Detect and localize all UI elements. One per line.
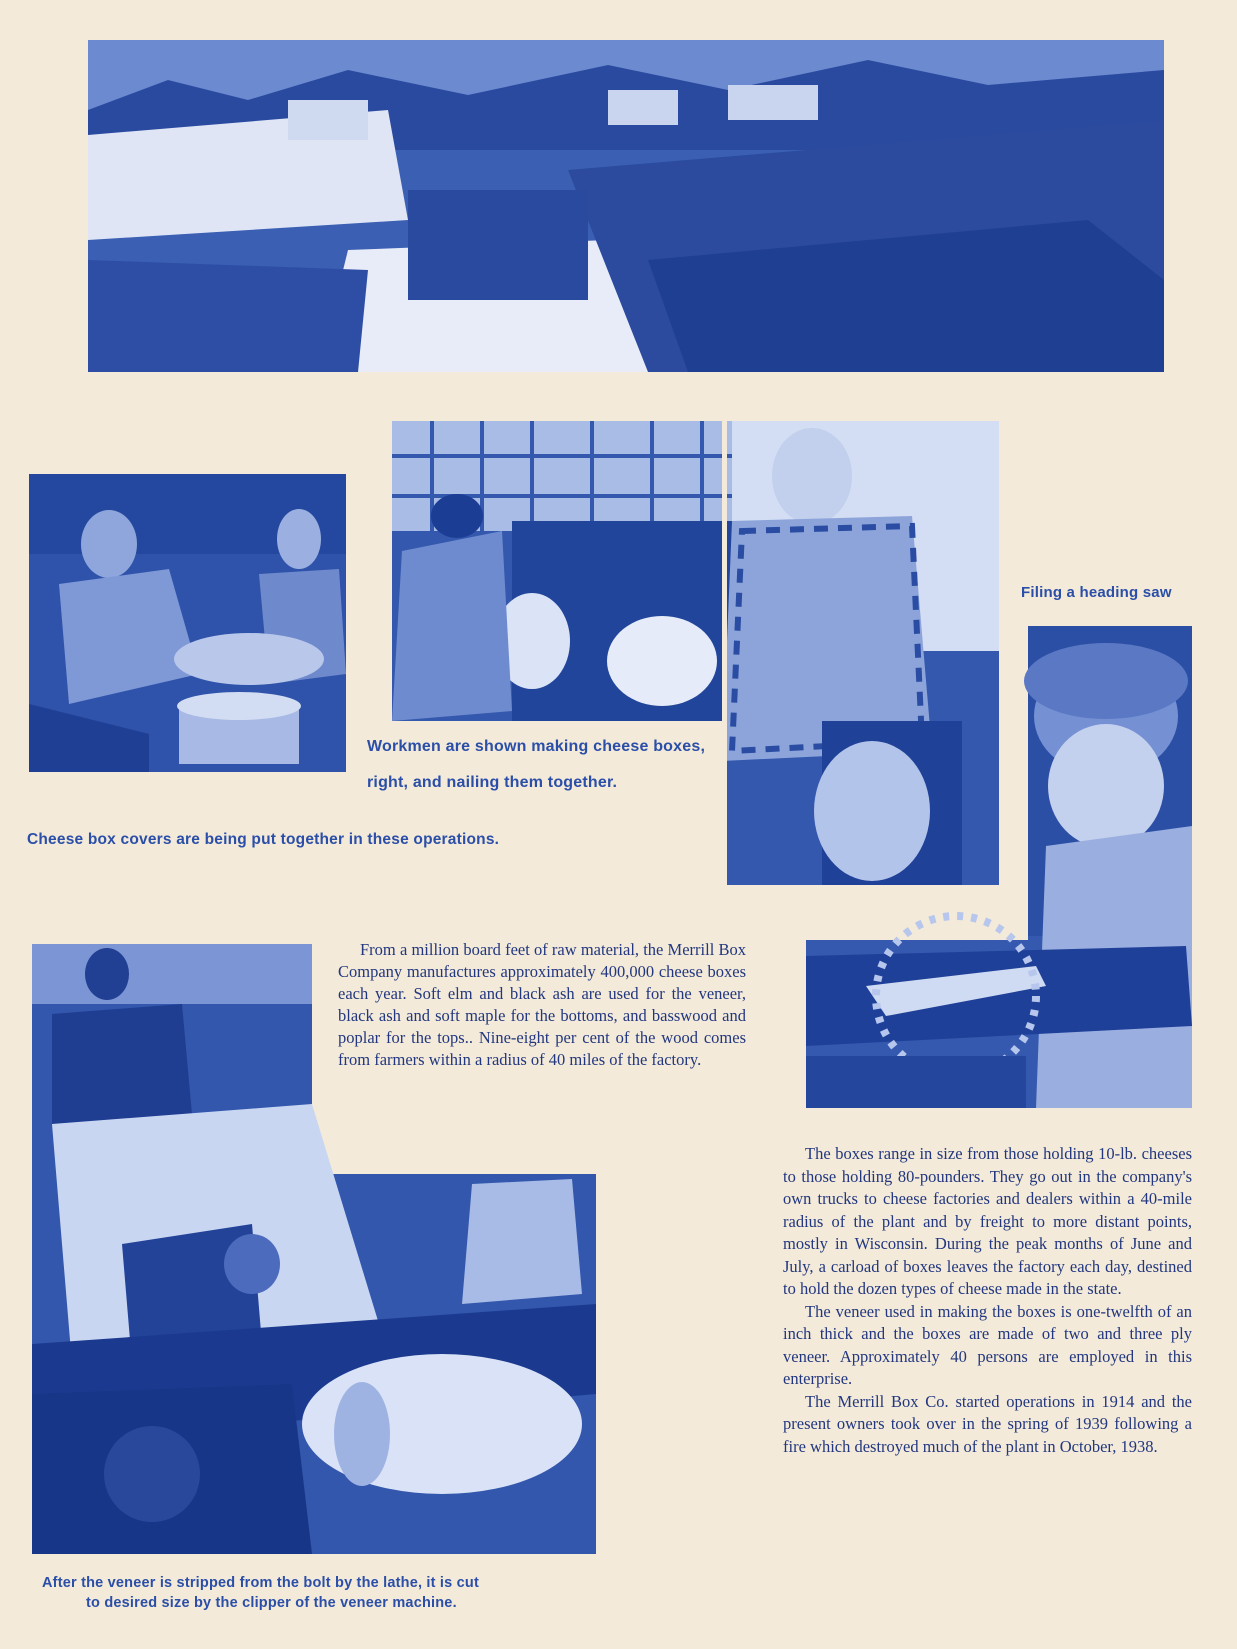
- article-column-right: [783, 1143, 1192, 1458]
- caption-cheese-box-covers: Cheese box covers are being put together in these operations.: [27, 831, 500, 848]
- article-paragraph-3: The veneer used in making the boxes is one-twelfth of an inch thick and the boxes are made of two and three ply veneer. Approximately 40 persons are employed in this enterprise.: [783, 1301, 1192, 1388]
- filing-saw-photo: [806, 626, 1192, 1108]
- lumber-yard-photo: [88, 40, 1164, 372]
- article-paragraph-2: The boxes range in size from those holding 10-lb. cheeses to those holding 80-pounders. They go out in the company's own trucks to cheese factories and dealers within a 40-mile radius of the plant and by freight to more distant points, mostly in Wisconsin. During the peak months of June and July, a carload of boxes leaves the factory each day, destined to hold the dozen types of cheese made in the state.: [783, 1144, 1192, 1298]
- caption-veneer-line1: After the veneer is stripped from the bolt by the lathe, it is cut: [42, 1575, 479, 1591]
- caption-veneer-line2: to desired size by the clipper of the veneer machine.: [86, 1595, 457, 1611]
- caption-filing-saw: Filing a heading saw: [1021, 584, 1172, 601]
- caption-workmen-line1: Workmen are shown making cheese boxes,: [367, 738, 706, 755]
- cheese-box-covers-photo: [29, 474, 346, 772]
- article-paragraph-4: The Merrill Box Co. started operations in 1914 and the present owners took over in the spring of 1939 following a fire which destroyed much of the plant in October, 1938.: [783, 1391, 1192, 1456]
- article-column-left: [338, 939, 746, 1071]
- article-paragraph-1: From a million board feet of raw material, the Merrill Box Company manufactures approximately 400,000 cheese boxes each year. Soft elm and black ash are used for the veneer, black ash and soft maple for the bottoms, and basswood and poplar for the tops.. Nine-eight per cent of the wood comes from farmers within a radius of 40 miles of the factory.: [338, 940, 746, 1069]
- caption-workmen-line2: right, and nailing them together.: [367, 774, 618, 791]
